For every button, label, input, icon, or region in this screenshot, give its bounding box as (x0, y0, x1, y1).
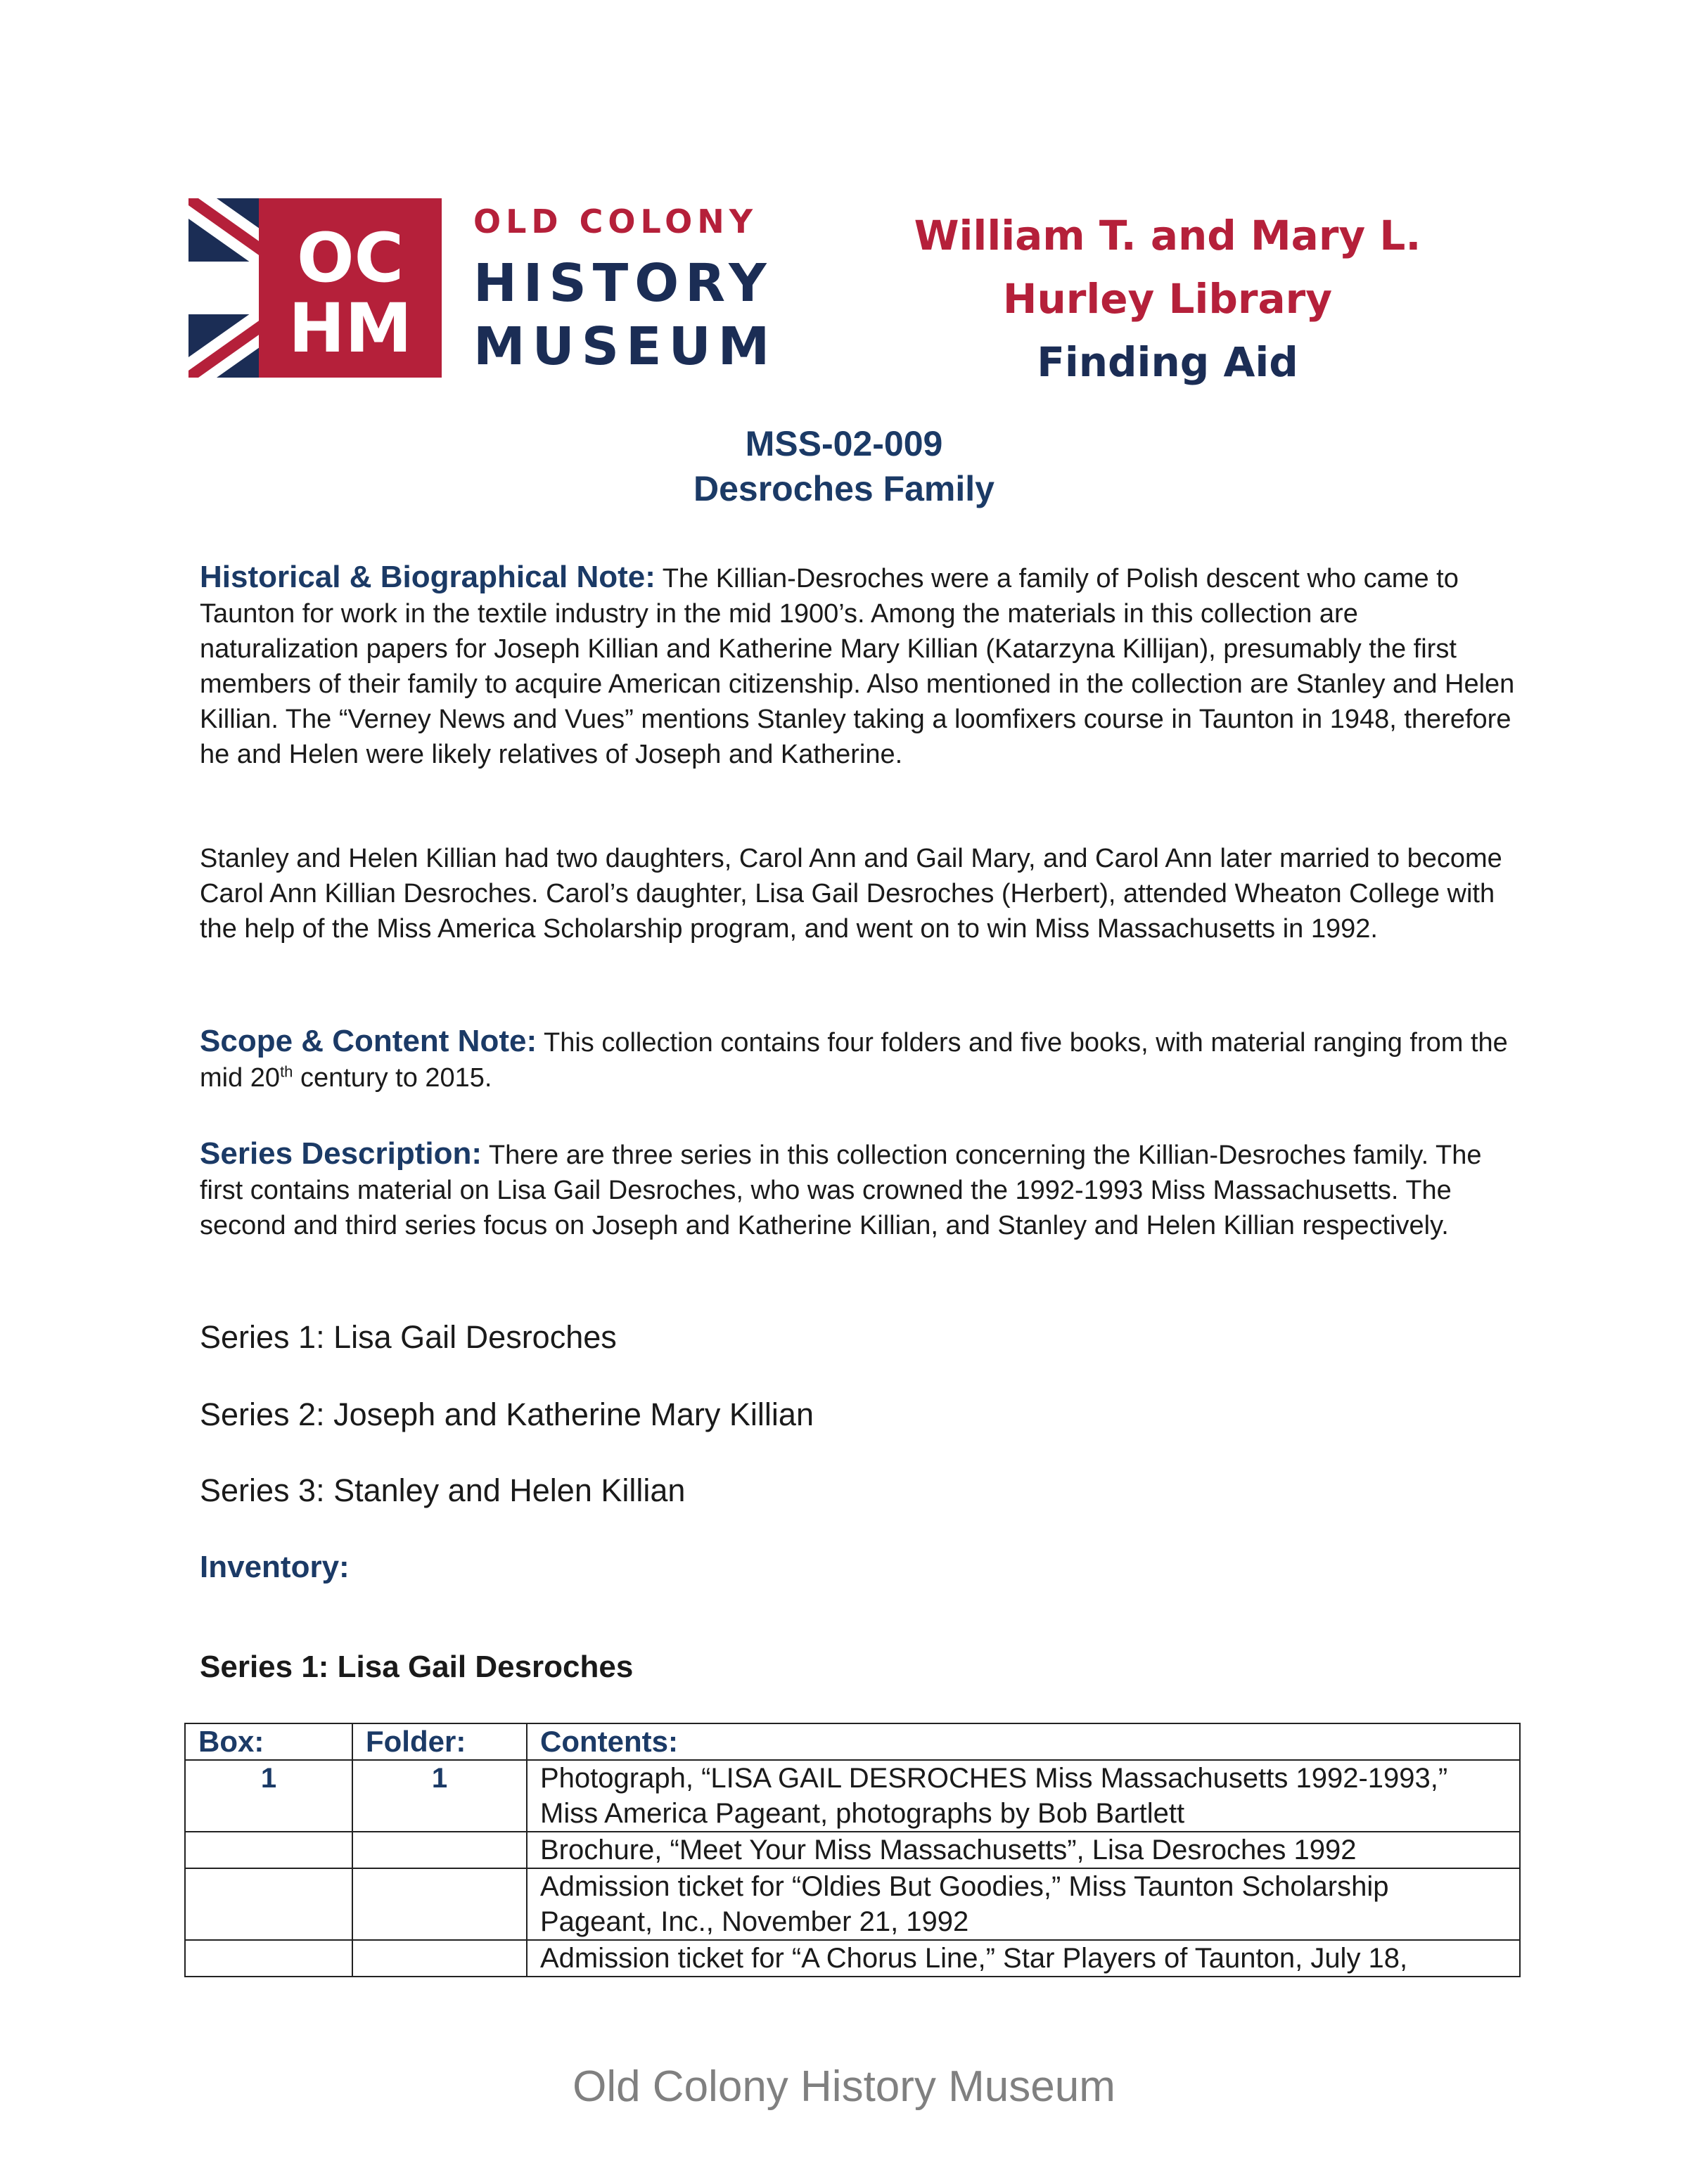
series-1-heading: Series 1: Lisa Gail Desroches (200, 1650, 634, 1684)
svg-text:HM: HM (288, 289, 412, 368)
library-title-line-3: Finding Aid (1037, 338, 1298, 386)
library-title-line-1: William T. and Mary L. (914, 212, 1421, 259)
scope-note-sup: th (280, 1062, 293, 1081)
table-header-row (185, 1723, 1520, 1760)
scope-note-text: This collection contains four folders and five books, with material ranging from the mid 20 (200, 1028, 1508, 1093)
box-cell (185, 1868, 352, 1940)
historical-note (200, 560, 1522, 772)
folder-cell (352, 1832, 527, 1868)
column-header-contents: Contents: (527, 1723, 1520, 1760)
museum-logo (188, 198, 800, 378)
scope-note-text-end: century to 2015. (293, 1063, 492, 1093)
contents-cell (527, 1940, 1520, 1977)
historical-note-paragraph-2: Stanley and Helen Killian had two daughters, Carol Ann and Gail Mary, and Carol Ann later married to become Carol Ann Killian Desroches. Carol’s daughter, Lisa Gail Desroches (Herbert), attended Wheaton College with the help of the Miss America Scholarship program, and went on to win Miss Massachusetts in 1992. (200, 844, 1502, 944)
union-flag-logo-icon (188, 198, 442, 378)
logo-wordmark (473, 198, 804, 378)
folder-cell (352, 1940, 527, 1977)
series-description-label: Series Description: (200, 1136, 482, 1171)
inventory-heading: Inventory: (200, 1550, 350, 1584)
logo-line-1: OLD COLONY (473, 203, 758, 240)
folder-cell (352, 1868, 527, 1940)
library-title (844, 204, 1491, 394)
contents-cell: Brochure, “Meet Your Miss Massachusetts”, Lisa Desroches 1992 (527, 1832, 1520, 1868)
column-header-box: Box: (185, 1723, 352, 1760)
historical-note-text: The Killian-Desroches were a family of Polish descent who came to Taunton for work in the textile industry in the mid 1900’s. Among the materials in this collection are naturalization papers for Joseph Killian and Katherine Mary Killian (Katarzyna Killijan), presumably the first members of their family to acquire American citizenship. Also mentioned in the collection are Stanley and Helen Killian. The “Verney News and Vues” mentions Stanley taking a loomfixers course in Taunton in 1948, therefore he and Helen were likely relatives of Joseph and Katherine. (200, 564, 1515, 769)
table-row (185, 1832, 1520, 1868)
series-list-item: Series 2: Joseph and Katherine Mary Killian (200, 1396, 814, 1432)
scope-note-label: Scope & Content Note: (200, 1024, 537, 1058)
table-row (185, 1868, 1520, 1940)
collection-id: MSS-02-009 (745, 424, 943, 463)
series-description (200, 1136, 1522, 1243)
folder-cell: 1 (352, 1760, 527, 1832)
historical-note-label: Historical & Biographical Note: (200, 560, 656, 594)
page-footer: Old Colony History Museum (573, 2062, 1115, 2111)
box-cell (185, 1832, 352, 1868)
logo-line-3: MUSEUM (473, 316, 777, 377)
collection-name: Desroches Family (693, 469, 995, 508)
table-row (185, 1760, 1520, 1832)
contents-cell: Admission ticket for “Oldies But Goodies,” Miss Taunton Scholarship Pageant, Inc., November 21, 1992 (527, 1868, 1520, 1940)
logo-line-2: HISTORY (473, 253, 773, 314)
inventory-table (184, 1723, 1521, 1977)
table-row (185, 1940, 1520, 1977)
box-cell (185, 1940, 352, 1977)
library-title-line-2: Hurley Library (1002, 275, 1333, 323)
svg-text:OC: OC (296, 219, 404, 297)
contents-cell: Photograph, “LISA GAIL DESROCHES Miss Massachusetts 1992-1993,” Miss America Pageant, photographs by Bob Bartlett (527, 1760, 1520, 1832)
contents-cell-text: Admission ticket for “A Chorus Line,” Star Players of Taunton, July 18, (540, 1943, 1408, 1974)
series-list-item: Series 3: Stanley and Helen Killian (200, 1472, 686, 1508)
column-header-folder: Folder: (352, 1723, 527, 1760)
series-list-item: Series 1: Lisa Gail Desroches (200, 1319, 617, 1355)
box-cell: 1 (185, 1760, 352, 1832)
series-description-text: There are three series in this collection concerning the Killian-Desroches family. The first contains material on Lisa Gail Desroches, who was crowned the 1992-1993 Miss Massachusetts. The second and third series focus on Joseph and Katherine Killian, and Stanley and Helen Killian respectively. (200, 1141, 1482, 1240)
scope-note (200, 1024, 1522, 1096)
